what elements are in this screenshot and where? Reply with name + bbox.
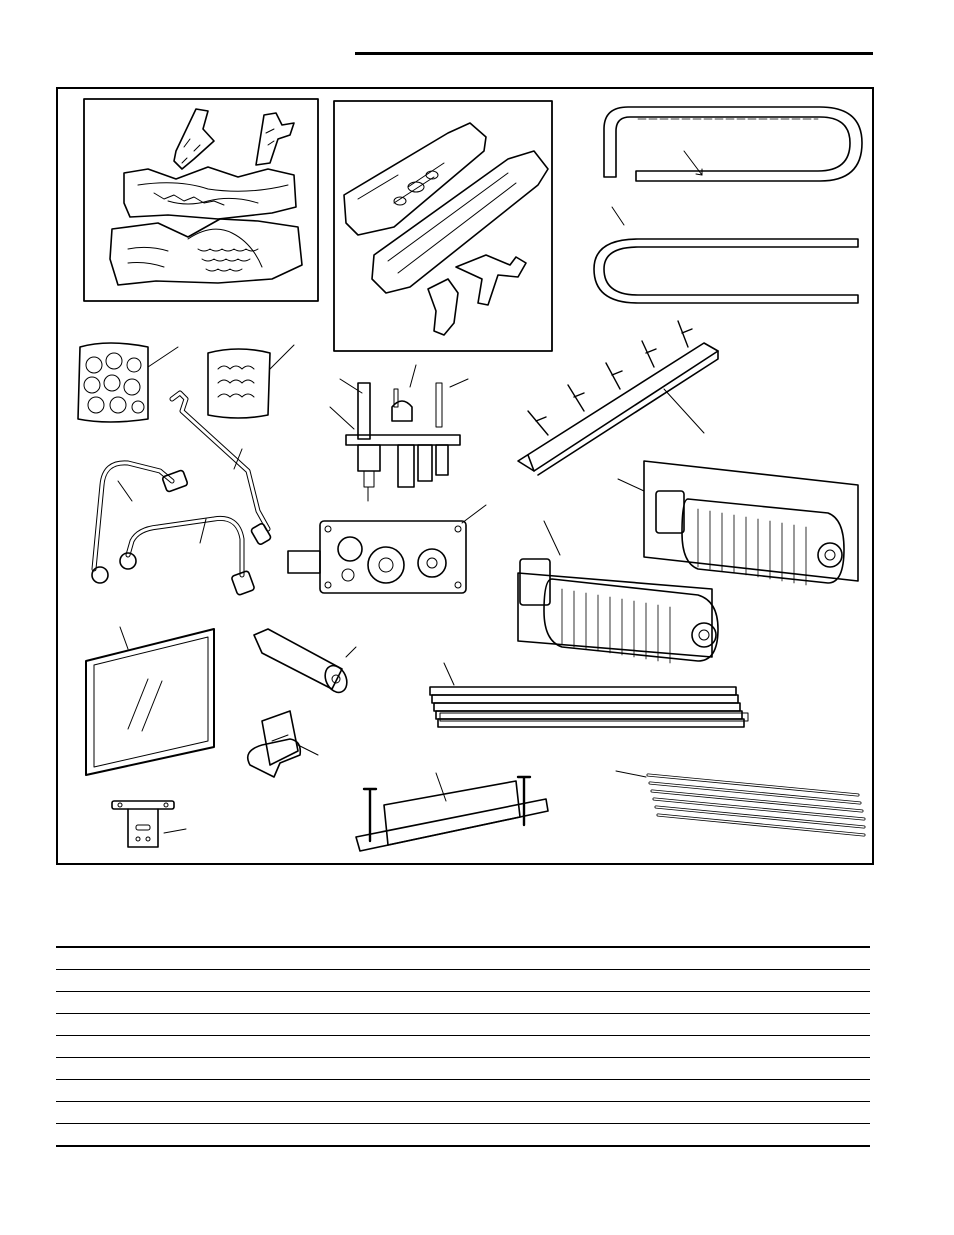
log-set-a-illustration [84, 99, 318, 301]
burner-box-illustration [356, 773, 548, 851]
table-row [56, 1035, 870, 1057]
ember-grate-illustration [518, 321, 718, 475]
table-row [56, 1101, 870, 1123]
log-set-b-illustration [334, 101, 552, 351]
bracket-illustration [112, 801, 186, 847]
gas-valve-illustration [288, 505, 486, 593]
header-rule [355, 52, 873, 55]
burner-gasket-top-illustration [604, 107, 862, 181]
louver-set-illustration [430, 663, 748, 727]
blower-left-illustration [518, 521, 718, 663]
glass-panel-illustration [86, 627, 214, 775]
flex-lines-illustration [92, 393, 272, 595]
grill-strips-illustration [616, 771, 864, 835]
door-latch-illustration [248, 711, 318, 777]
ember-rock-bag-illustration [208, 345, 294, 418]
table-row [56, 946, 870, 969]
table-row [56, 1123, 870, 1147]
blower-right-illustration [618, 461, 858, 585]
parts-diagram [56, 87, 874, 865]
table-row [56, 1057, 870, 1079]
burner-gasket-bottom-illustration [594, 207, 858, 303]
lava-rock-bag-illustration [78, 343, 178, 422]
thermocouple-illustration [254, 629, 356, 696]
table-row [56, 991, 870, 1013]
table-row [56, 1079, 870, 1101]
pilot-assembly-illustration [330, 365, 468, 501]
table-row [56, 969, 870, 991]
parts-table [56, 946, 870, 1147]
table-row [56, 1013, 870, 1035]
